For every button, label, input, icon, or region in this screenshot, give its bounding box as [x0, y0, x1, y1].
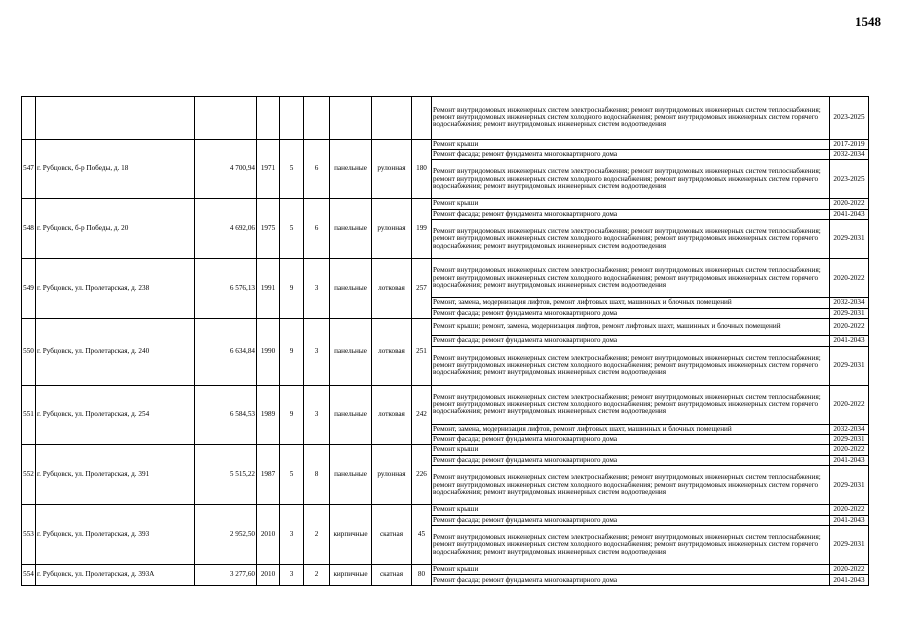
- work-description-cell: Ремонт крыши: [432, 505, 830, 515]
- table-row: [22, 445, 869, 455]
- year-built-cell: 2010: [257, 565, 280, 586]
- table-row: [22, 318, 869, 335]
- entrances-cell: 6: [304, 139, 330, 199]
- residents-cell: 251: [412, 318, 432, 385]
- entrances-cell: 3: [304, 385, 330, 445]
- table-row: [22, 259, 869, 298]
- table-row: [22, 139, 869, 149]
- work-description-cell: Ремонт, замена, модернизация лифтов, ремонт лифтовых шахт, машинных и блочных помещений: [432, 424, 830, 434]
- work-description-cell: Ремонт крыши: [432, 445, 830, 455]
- entrances-cell: [304, 97, 330, 140]
- floors-cell: 9: [280, 385, 304, 445]
- area-cell: 6 584,53: [195, 385, 257, 445]
- work-period-cell: 2023-2025: [830, 97, 869, 140]
- roof-type-cell: скатная: [372, 505, 412, 565]
- work-description-cell: Ремонт внутридомовых инженерных систем электроснабжения; ремонт внутридомовых инженерных систем теплоснабжения; ремонт внутридомовых инженерных систем холодного водоснабжения; ремонт внутридомовых инженерных систем горячего водоснабжения; ремонт внутридомовых инженерных систем водоотведения: [432, 220, 830, 259]
- work-period-cell: 2041-2043: [830, 455, 869, 465]
- wall-material-cell: панельные: [330, 445, 372, 505]
- work-period-cell: 2020-2022: [830, 445, 869, 455]
- work-period-cell: 2020-2022: [830, 318, 869, 335]
- area-cell: 5 515,22: [195, 445, 257, 505]
- table-row: [22, 565, 869, 575]
- wall-material-cell: [330, 97, 372, 140]
- work-description-cell: Ремонт, замена, модернизация лифтов, ремонт лифтовых шахт, машинных и блочных помещений: [432, 298, 830, 308]
- year-built-cell: 1975: [257, 199, 280, 259]
- roof-type-cell: [372, 97, 412, 140]
- entrances-cell: 3: [304, 318, 330, 385]
- table-row: [22, 199, 869, 209]
- roof-type-cell: рулонная: [372, 139, 412, 199]
- page-number: 1548: [855, 14, 881, 29]
- wall-material-cell: кирпичные: [330, 565, 372, 586]
- entrances-cell: 6: [304, 199, 330, 259]
- work-period-cell: 2041-2043: [830, 209, 869, 219]
- entrances-cell: 2: [304, 505, 330, 565]
- roof-type-cell: лотковая: [372, 259, 412, 319]
- work-period-cell: 2020-2022: [830, 385, 869, 424]
- work-period-cell: 2032-2034: [830, 298, 869, 308]
- table-row: [22, 385, 869, 424]
- work-period-cell: 2020-2022: [830, 199, 869, 209]
- building-number-cell: 551: [22, 385, 36, 445]
- table-body: [22, 97, 869, 586]
- work-description-cell: Ремонт фасада; ремонт фундамента многоквартирного дома: [432, 209, 830, 219]
- work-period-cell: 2041-2043: [830, 336, 869, 346]
- entrances-cell: 2: [304, 565, 330, 586]
- address-cell: г. Рубцовск, ул. Пролетарская, д. 393А: [36, 565, 195, 586]
- work-description-cell: Ремонт внутридомовых инженерных систем электроснабжения; ремонт внутридомовых инженерных систем теплоснабжения; ремонт внутридомовых инженерных систем холодного водоснабжения; ремонт внутридомовых инженерных систем горячего водоснабжения; ремонт внутридомовых инженерных систем водоотведения: [432, 385, 830, 424]
- floors-cell: 3: [280, 505, 304, 565]
- wall-material-cell: панельные: [330, 318, 372, 385]
- roof-type-cell: рулонная: [372, 445, 412, 505]
- floors-cell: [280, 97, 304, 140]
- floors-cell: 9: [280, 259, 304, 319]
- work-period-cell: 2029-2031: [830, 346, 869, 385]
- area-cell: 3 277,60: [195, 565, 257, 586]
- table-row: [22, 505, 869, 515]
- residents-cell: 80: [412, 565, 432, 586]
- area-cell: 2 952,50: [195, 505, 257, 565]
- floors-cell: 5: [280, 445, 304, 505]
- work-period-cell: 2020-2022: [830, 505, 869, 515]
- area-cell: 6 576,13: [195, 259, 257, 319]
- work-period-cell: 2029-2031: [830, 220, 869, 259]
- residents-cell: [412, 97, 432, 140]
- work-period-cell: 2032-2034: [830, 424, 869, 434]
- entrances-cell: 8: [304, 445, 330, 505]
- work-description-cell: Ремонт крыши; ремонт, замена, модернизация лифтов, ремонт лифтовых шахт, машинных и блочных помещений: [432, 318, 830, 335]
- floors-cell: 9: [280, 318, 304, 385]
- address-cell: г. Рубцовск, ул. Пролетарская, д. 391: [36, 445, 195, 505]
- floors-cell: 3: [280, 565, 304, 586]
- work-period-cell: 2029-2031: [830, 466, 869, 505]
- roof-type-cell: рулонная: [372, 199, 412, 259]
- building-number-cell: 552: [22, 445, 36, 505]
- building-number-cell: 547: [22, 139, 36, 199]
- work-period-cell: 2029-2031: [830, 308, 869, 318]
- repair-schedule-table: [21, 96, 869, 586]
- work-description-cell: Ремонт крыши: [432, 565, 830, 575]
- building-number-cell: 550: [22, 318, 36, 385]
- roof-type-cell: лотковая: [372, 318, 412, 385]
- wall-material-cell: панельные: [330, 259, 372, 319]
- year-built-cell: [257, 97, 280, 140]
- address-cell: г. Рубцовск, ул. Пролетарская, д. 240: [36, 318, 195, 385]
- roof-type-cell: скатная: [372, 565, 412, 586]
- work-description-cell: Ремонт внутридомовых инженерных систем электроснабжения; ремонт внутридомовых инженерных систем теплоснабжения; ремонт внутридомовых инженерных систем холодного водоснабжения; ремонт внутридомовых инженерных систем горячего водоснабжения; ремонт внутридомовых инженерных систем водоотведения: [432, 525, 830, 564]
- work-description-cell: Ремонт фасада; ремонт фундамента многоквартирного дома: [432, 149, 830, 159]
- area-cell: [195, 97, 257, 140]
- area-cell: 4 692,06: [195, 199, 257, 259]
- work-description-cell: Ремонт крыши: [432, 139, 830, 149]
- work-description-cell: Ремонт фасада; ремонт фундамента многоквартирного дома: [432, 515, 830, 525]
- work-description-cell: Ремонт фасада; ремонт фундамента многоквартирного дома: [432, 336, 830, 346]
- work-description-cell: Ремонт внутридомовых инженерных систем электроснабжения; ремонт внутридомовых инженерных систем теплоснабжения; ремонт внутридомовых инженерных систем холодного водоснабжения; ремонт внутридомовых инженерных систем горячего водоснабжения; ремонт внутридомовых инженерных систем водоотведения: [432, 346, 830, 385]
- entrances-cell: 3: [304, 259, 330, 319]
- wall-material-cell: панельные: [330, 199, 372, 259]
- work-description-cell: Ремонт внутридомовых инженерных систем электроснабжения; ремонт внутридомовых инженерных систем теплоснабжения; ремонт внутридомовых инженерных систем холодного водоснабжения; ремонт внутридомовых инженерных систем горячего водоснабжения; ремонт внутридомовых инженерных систем водоотведения: [432, 160, 830, 199]
- work-description-cell: Ремонт крыши: [432, 199, 830, 209]
- work-period-cell: 2029-2031: [830, 525, 869, 564]
- building-number-cell: 548: [22, 199, 36, 259]
- floors-cell: 5: [280, 139, 304, 199]
- document-sheet: [21, 96, 868, 586]
- wall-material-cell: кирпичные: [330, 505, 372, 565]
- work-description-cell: Ремонт фасада; ремонт фундамента многоквартирного дома: [432, 455, 830, 465]
- address-cell: г. Рубцовск, б-р Победы, д. 18: [36, 139, 195, 199]
- building-number-cell: 549: [22, 259, 36, 319]
- year-built-cell: 1991: [257, 259, 280, 319]
- residents-cell: 226: [412, 445, 432, 505]
- address-cell: г. Рубцовск, ул. Пролетарская, д. 238: [36, 259, 195, 319]
- work-description-cell: Ремонт фасада; ремонт фундамента многоквартирного дома: [432, 308, 830, 318]
- area-cell: 6 634,84: [195, 318, 257, 385]
- year-built-cell: 1989: [257, 385, 280, 445]
- building-number-cell: 554: [22, 565, 36, 586]
- residents-cell: 180: [412, 139, 432, 199]
- table-row: [22, 97, 869, 140]
- year-built-cell: 1990: [257, 318, 280, 385]
- work-description-cell: Ремонт фасада; ремонт фундамента многоквартирного дома: [432, 435, 830, 445]
- work-period-cell: 2020-2022: [830, 259, 869, 298]
- residents-cell: 199: [412, 199, 432, 259]
- year-built-cell: 1987: [257, 445, 280, 505]
- year-built-cell: 2010: [257, 505, 280, 565]
- residents-cell: 242: [412, 385, 432, 445]
- area-cell: 4 700,94: [195, 139, 257, 199]
- work-period-cell: 2017-2019: [830, 139, 869, 149]
- work-period-cell: 2041-2043: [830, 515, 869, 525]
- address-cell: г. Рубцовск, ул. Пролетарская, д. 393: [36, 505, 195, 565]
- wall-material-cell: панельные: [330, 139, 372, 199]
- work-description-cell: Ремонт внутридомовых инженерных систем электроснабжения; ремонт внутридомовых инженерных систем теплоснабжения; ремонт внутридомовых инженерных систем холодного водоснабжения; ремонт внутридомовых инженерных систем горячего водоснабжения; ремонт внутридомовых инженерных систем водоотведения: [432, 259, 830, 298]
- building-number-cell: [22, 97, 36, 140]
- residents-cell: 45: [412, 505, 432, 565]
- floors-cell: 5: [280, 199, 304, 259]
- roof-type-cell: лотковая: [372, 385, 412, 445]
- work-period-cell: 2023-2025: [830, 160, 869, 199]
- address-cell: г. Рубцовск, б-р Победы, д. 20: [36, 199, 195, 259]
- residents-cell: 257: [412, 259, 432, 319]
- work-period-cell: 2029-2031: [830, 435, 869, 445]
- address-cell: г. Рубцовск, ул. Пролетарская, д. 254: [36, 385, 195, 445]
- year-built-cell: 1971: [257, 139, 280, 199]
- work-period-cell: 2020-2022: [830, 565, 869, 575]
- work-period-cell: 2041-2043: [830, 575, 869, 586]
- work-period-cell: 2032-2034: [830, 149, 869, 159]
- building-number-cell: 553: [22, 505, 36, 565]
- address-cell: [36, 97, 195, 140]
- work-description-cell: Ремонт внутридомовых инженерных систем электроснабжения; ремонт внутридомовых инженерных систем теплоснабжения; ремонт внутридомовых инженерных систем холодного водоснабжения; ремонт внутридомовых инженерных систем горячего водоснабжения; ремонт внутридомовых инженерных систем водоотведения: [432, 97, 830, 140]
- wall-material-cell: панельные: [330, 385, 372, 445]
- work-description-cell: Ремонт внутридомовых инженерных систем электроснабжения; ремонт внутридомовых инженерных систем теплоснабжения; ремонт внутридомовых инженерных систем холодного водоснабжения; ремонт внутридомовых инженерных систем горячего водоснабжения; ремонт внутридомовых инженерных систем водоотведения: [432, 466, 830, 505]
- work-description-cell: Ремонт фасада; ремонт фундамента многоквартирного дома: [432, 575, 830, 586]
